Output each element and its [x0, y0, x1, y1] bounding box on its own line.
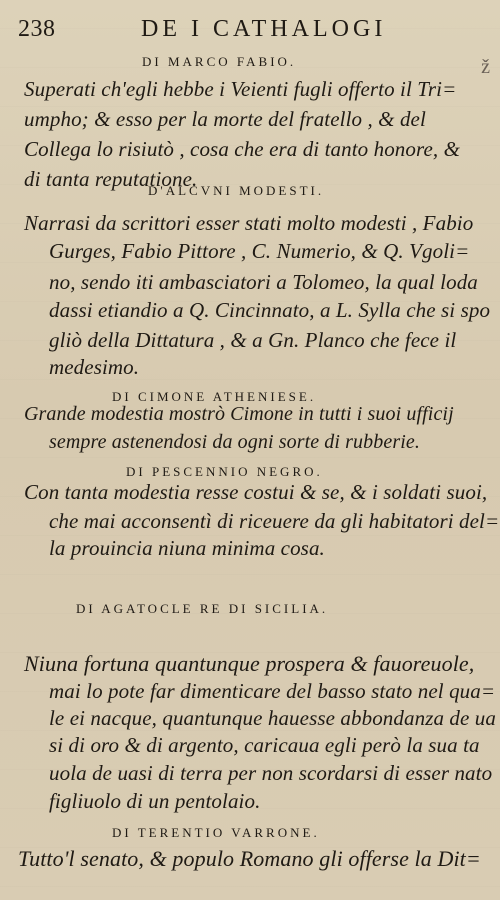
text-line: Collega lo risiutò , cosa che era di tanto honore, & — [24, 137, 461, 161]
text-line: uola de uasi di terra per non scordarsi di esser nato — [49, 761, 493, 785]
text-line: Gurges, Fabio Pittore , C. Numerio, & Q. Vgoli= — [49, 239, 470, 263]
section-heading-marco-fabio: DI MARCO FABIO. — [142, 54, 297, 69]
section-heading-agatocle: DI AGATOCLE RE DI SICILIA. — [76, 601, 329, 616]
section-heading-pescennio: DI PESCENNIO NEGRO. — [126, 464, 323, 479]
text-line: dassi etiandio a Q. Cincinnato, a L. Sylla che si spo — [49, 298, 491, 322]
text-line: medesimo. — [49, 355, 140, 379]
text-line: la prouincia niuna minima cosa. — [49, 536, 325, 560]
text-line: sempre astenendosi da ogni sorte di rubberie. — [49, 431, 420, 453]
section-heading-terentio: DI TERENTIO VARRONE. — [112, 825, 320, 840]
text-line: si di oro & di argento, caricaua egli però la sua ta — [49, 733, 480, 757]
text-line: Grande modestia mostrò Cimone in tutti i suoi ufficij — [24, 403, 454, 425]
text-line: che mai acconsentì di riceuere da gli habitatori del= — [49, 509, 500, 533]
text-line: no, sendo iti ambasciatori a Tolomeo, la qual loda — [49, 270, 478, 294]
text-line: gliò della Dittatura , & a Gn. Planco che fece il — [49, 328, 457, 352]
text-line: mai lo pote far dimenticare del basso stato nel qua= — [49, 679, 496, 703]
section-heading-alcuni-modesti: D'ALCVNI MODESTI. — [148, 183, 325, 198]
page-number: 238 — [18, 16, 56, 42]
section-heading-cimone: DI CIMONE ATHENIESE. — [112, 389, 317, 404]
text-line: figliuolo di un pentolaio. — [49, 789, 261, 813]
text-line: Narrasi da scrittori esser stati molto modesti , Fabio — [24, 211, 474, 235]
text-line: umpho; & esso per la morte del fratello , & del — [24, 107, 426, 131]
text-line: le ei nacque, quantunque hauesse abbondanza de ua — [49, 706, 496, 730]
text-line: Superati ch'egli hebbe i Veienti fugli offerto il Tri= — [24, 77, 457, 101]
text-line: di tanta reputatione. — [24, 167, 198, 191]
text-line: Niuna fortuna quantunque prospera & fauoreuole, — [24, 651, 475, 676]
margin-mark: ž — [481, 56, 490, 78]
text-line: Tutto'l senato, & populo Romano gli offerse la Dit= — [18, 846, 481, 871]
running-title: DE I CATHALOGI — [141, 16, 387, 42]
page-header — [18, 16, 478, 46]
text-line: Con tanta modestia resse costui & se, & i soldati suoi, — [24, 480, 488, 504]
